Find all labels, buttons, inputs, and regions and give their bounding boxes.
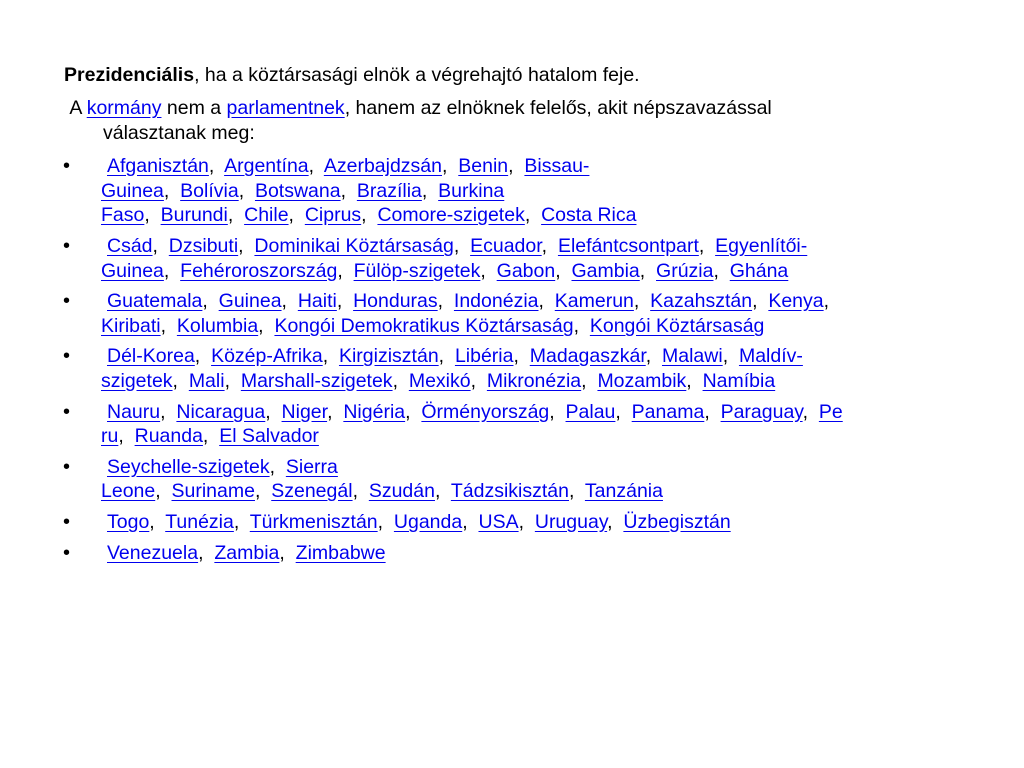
country-link[interactable]: Azerbajdzsán (323, 155, 442, 177)
separator: , (172, 370, 189, 392)
country-line (107, 510, 731, 534)
country-link[interactable]: Gabon (496, 260, 556, 282)
country-link[interactable]: Botswana (254, 180, 341, 202)
country-link[interactable]: Gambia (571, 260, 640, 282)
separator: , (194, 345, 212, 367)
definition-text: , ha a köztársasági elnök a végrehajtó hatalom feje. (194, 64, 640, 86)
separator: , (421, 180, 439, 202)
separator: , (327, 401, 344, 423)
country-link[interactable]: Malawi (662, 345, 723, 367)
separator: , (337, 260, 354, 282)
link-kormany[interactable]: kormány (86, 97, 162, 119)
separator: , (713, 260, 730, 282)
bullet-marker: • (63, 456, 71, 478)
separator: , (155, 480, 172, 502)
separator: , (281, 290, 298, 312)
separator: , (308, 155, 324, 177)
separator: , (163, 180, 181, 202)
country-link[interactable]: Dzsibuti (168, 235, 239, 257)
country-link[interactable]: USA (478, 511, 519, 533)
country-link[interactable]: Zambia (214, 542, 280, 564)
country-link[interactable]: Kongói Köztársaság (589, 315, 765, 337)
country-link[interactable]: Guatemala (107, 290, 203, 312)
separator: , (686, 370, 703, 392)
separator: , (160, 315, 177, 337)
country-link[interactable]: Panama (631, 401, 705, 423)
country-link[interactable]: Togo (107, 511, 150, 533)
separator: , (442, 155, 459, 177)
separator: , (437, 290, 454, 312)
country-link[interactable]: Szudán (368, 480, 435, 502)
country-link[interactable]: Közép-Afrika (211, 345, 323, 367)
separator: , (722, 345, 739, 367)
separator: , (340, 180, 357, 202)
separator: , (238, 180, 255, 202)
country-link[interactable]: Kiribati (101, 315, 161, 337)
intro-line-2 (65, 96, 772, 120)
link-parlamentnek[interactable]: parlamentnek (226, 97, 345, 119)
country-link[interactable]: Afganisztán (107, 155, 209, 177)
separator: , (555, 260, 572, 282)
separator: , (573, 315, 590, 337)
country-link[interactable]: Nigéria (343, 401, 406, 423)
country-link[interactable]: Paraguay (720, 401, 803, 423)
separator: , (405, 401, 422, 423)
country-link[interactable]: Kolumbia (176, 315, 259, 337)
separator: , (258, 315, 275, 337)
country-link[interactable]: Indonézia (453, 290, 539, 312)
separator: , (518, 511, 535, 533)
line2-suffix: , hanem az elnöknek felelős, akit népszavazással (344, 97, 772, 119)
country-link[interactable]: Uruguay (534, 511, 608, 533)
country-link[interactable]: Üzbegisztán (623, 511, 731, 533)
country-line (101, 203, 636, 227)
country-link[interactable]: Pe (818, 401, 843, 423)
country-link[interactable]: Guinea (218, 290, 282, 312)
country-link[interactable]: Chile (244, 204, 289, 226)
country-link[interactable]: Tádzsikisztán (450, 480, 569, 502)
separator: , (581, 370, 598, 392)
intro-line-1 (64, 63, 640, 87)
separator: , (633, 290, 651, 312)
separator: , (208, 155, 225, 177)
separator: , (144, 204, 161, 226)
separator: , (549, 401, 566, 423)
country-link[interactable]: Namíbia (702, 370, 776, 392)
country-link[interactable]: Guinea (101, 260, 164, 282)
term-prezidencialis: Prezidenciális (64, 64, 195, 86)
country-link[interactable]: Argentína (224, 155, 309, 177)
separator: , (438, 345, 455, 367)
separator: , (802, 401, 819, 423)
country-line (101, 369, 775, 393)
country-link[interactable]: Mali (188, 370, 225, 392)
separator: , (513, 345, 530, 367)
country-link[interactable]: Örményország (421, 401, 550, 423)
country-link[interactable]: Fehéroroszország (180, 260, 338, 282)
country-link[interactable]: Marshall-szigetek (240, 370, 393, 392)
separator: , (569, 480, 585, 502)
country-link[interactable]: Ruanda (134, 425, 203, 447)
country-link[interactable]: Leone (101, 480, 156, 502)
country-line (101, 259, 788, 283)
country-link[interactable]: Brazília (356, 180, 422, 202)
separator: , (752, 290, 769, 312)
separator: , (152, 235, 169, 257)
country-line (107, 344, 803, 368)
bullet-marker: • (63, 542, 71, 564)
country-link[interactable]: Uganda (393, 511, 463, 533)
bullet-marker: • (63, 155, 71, 177)
line2-prefix: A (65, 97, 87, 119)
country-line (107, 455, 338, 479)
country-link[interactable]: Comore-szigetek (377, 204, 525, 226)
country-link[interactable]: Burkina (438, 180, 505, 202)
country-line (107, 289, 829, 313)
country-link[interactable]: Madagaszkár (529, 345, 646, 367)
separator: , (288, 204, 305, 226)
country-link[interactable]: Kongói Demokratikus Köztársaság (274, 315, 574, 337)
separator: , (508, 155, 525, 177)
country-link[interactable]: Burundi (160, 204, 228, 226)
line3-text: választanak meg: (103, 122, 255, 144)
separator: , (434, 480, 451, 502)
country-link[interactable]: Kenya (768, 290, 824, 312)
separator: , (462, 511, 479, 533)
country-link[interactable]: Guinea (101, 180, 164, 202)
country-link[interactable]: Faso (101, 204, 145, 226)
separator: , (541, 235, 558, 257)
country-link[interactable]: El Salvador (219, 425, 319, 447)
country-link[interactable]: Palau (565, 401, 616, 423)
separator: , (227, 204, 245, 226)
separator: , (470, 370, 487, 392)
separator: , (279, 542, 296, 564)
country-link[interactable]: Nauru (107, 401, 161, 423)
line2-mid: nem a (161, 97, 227, 119)
separator: , (160, 401, 177, 423)
country-line (107, 154, 589, 178)
bullet-marker: • (63, 401, 71, 423)
country-link[interactable]: ru (101, 425, 119, 447)
country-link[interactable]: Fülöp-szigetek (353, 260, 481, 282)
separator: , (639, 260, 657, 282)
country-link[interactable]: Kamerun (554, 290, 634, 312)
separator: , (698, 235, 716, 257)
country-link[interactable]: Venezuela (107, 542, 199, 564)
country-link[interactable]: Seychelle-szigetek (107, 456, 270, 478)
country-link[interactable]: Suriname (171, 480, 255, 502)
country-link[interactable]: Egyenlítői- (715, 235, 808, 257)
separator: , (322, 345, 339, 367)
country-link[interactable]: Niger (281, 401, 328, 423)
country-link[interactable]: Benin (458, 155, 509, 177)
country-link[interactable]: Kazahsztán (650, 290, 753, 312)
separator: , (202, 290, 219, 312)
country-link[interactable]: Maldív- (738, 345, 803, 367)
separator: , (524, 204, 542, 226)
country-link[interactable]: Szenegál (271, 480, 353, 502)
separator: , (645, 345, 662, 367)
country-link[interactable]: Tunézia (165, 511, 234, 533)
country-link[interactable]: Ecuador (470, 235, 542, 257)
country-link[interactable]: szigetek (101, 370, 173, 392)
separator: , (615, 401, 632, 423)
country-link[interactable]: Zimbabwe (295, 542, 386, 564)
country-line (107, 234, 807, 258)
country-line (101, 314, 764, 338)
separator: , (254, 480, 272, 502)
country-line (101, 424, 319, 448)
country-link[interactable]: Costa Rica (541, 204, 637, 226)
bullet-marker: • (63, 345, 71, 367)
intro-line-3 (103, 121, 255, 145)
separator: , (265, 401, 282, 423)
country-line (107, 541, 386, 565)
country-link[interactable]: Ciprus (304, 204, 362, 226)
separator: , (361, 204, 378, 226)
bullet-marker: • (63, 290, 71, 312)
country-link[interactable]: Elefántcsontpart (557, 235, 699, 257)
country-link[interactable]: Bolívia (180, 180, 239, 202)
separator: , (377, 511, 394, 533)
bullet-marker: • (63, 511, 71, 533)
country-link[interactable]: Tanzánia (584, 480, 663, 502)
separator: , (202, 425, 220, 447)
separator: , (704, 401, 721, 423)
separator: , (163, 260, 181, 282)
country-line (101, 179, 504, 203)
country-link[interactable]: Bissau- (524, 155, 590, 177)
separator: , (607, 511, 624, 533)
separator: , (224, 370, 241, 392)
country-link[interactable]: Grúzia (656, 260, 714, 282)
country-link[interactable]: Mikronézia (486, 370, 582, 392)
country-link[interactable]: Türkmenisztán (249, 511, 378, 533)
separator: , (238, 235, 255, 257)
country-link[interactable]: Haiti (297, 290, 337, 312)
country-link[interactable]: Kirgizisztán (338, 345, 439, 367)
separator: , (233, 511, 250, 533)
country-link[interactable]: Dominikai Köztársaság (254, 235, 454, 257)
country-link[interactable]: Ghána (729, 260, 789, 282)
country-link[interactable]: Honduras (353, 290, 438, 312)
country-link[interactable]: Libéria (454, 345, 514, 367)
separator: , (538, 290, 555, 312)
separator: , (352, 480, 369, 502)
separator: , (118, 425, 135, 447)
separator: , (453, 235, 471, 257)
country-link[interactable]: Dél-Korea (107, 345, 195, 367)
country-line (107, 400, 843, 424)
country-link[interactable]: Mozambik (597, 370, 687, 392)
separator: , (480, 260, 497, 282)
separator: , (149, 511, 166, 533)
bullet-marker: • (63, 235, 71, 257)
separator: , (198, 542, 215, 564)
country-line (101, 479, 663, 503)
country-link[interactable]: Sierra (285, 456, 338, 478)
separator: , (336, 290, 354, 312)
country-link[interactable]: Csád (107, 235, 153, 257)
country-link[interactable]: Mexikó (408, 370, 471, 392)
country-link[interactable]: Nicaragua (176, 401, 266, 423)
separator: , (392, 370, 409, 392)
separator: , (269, 456, 286, 478)
separator: , (823, 290, 830, 312)
